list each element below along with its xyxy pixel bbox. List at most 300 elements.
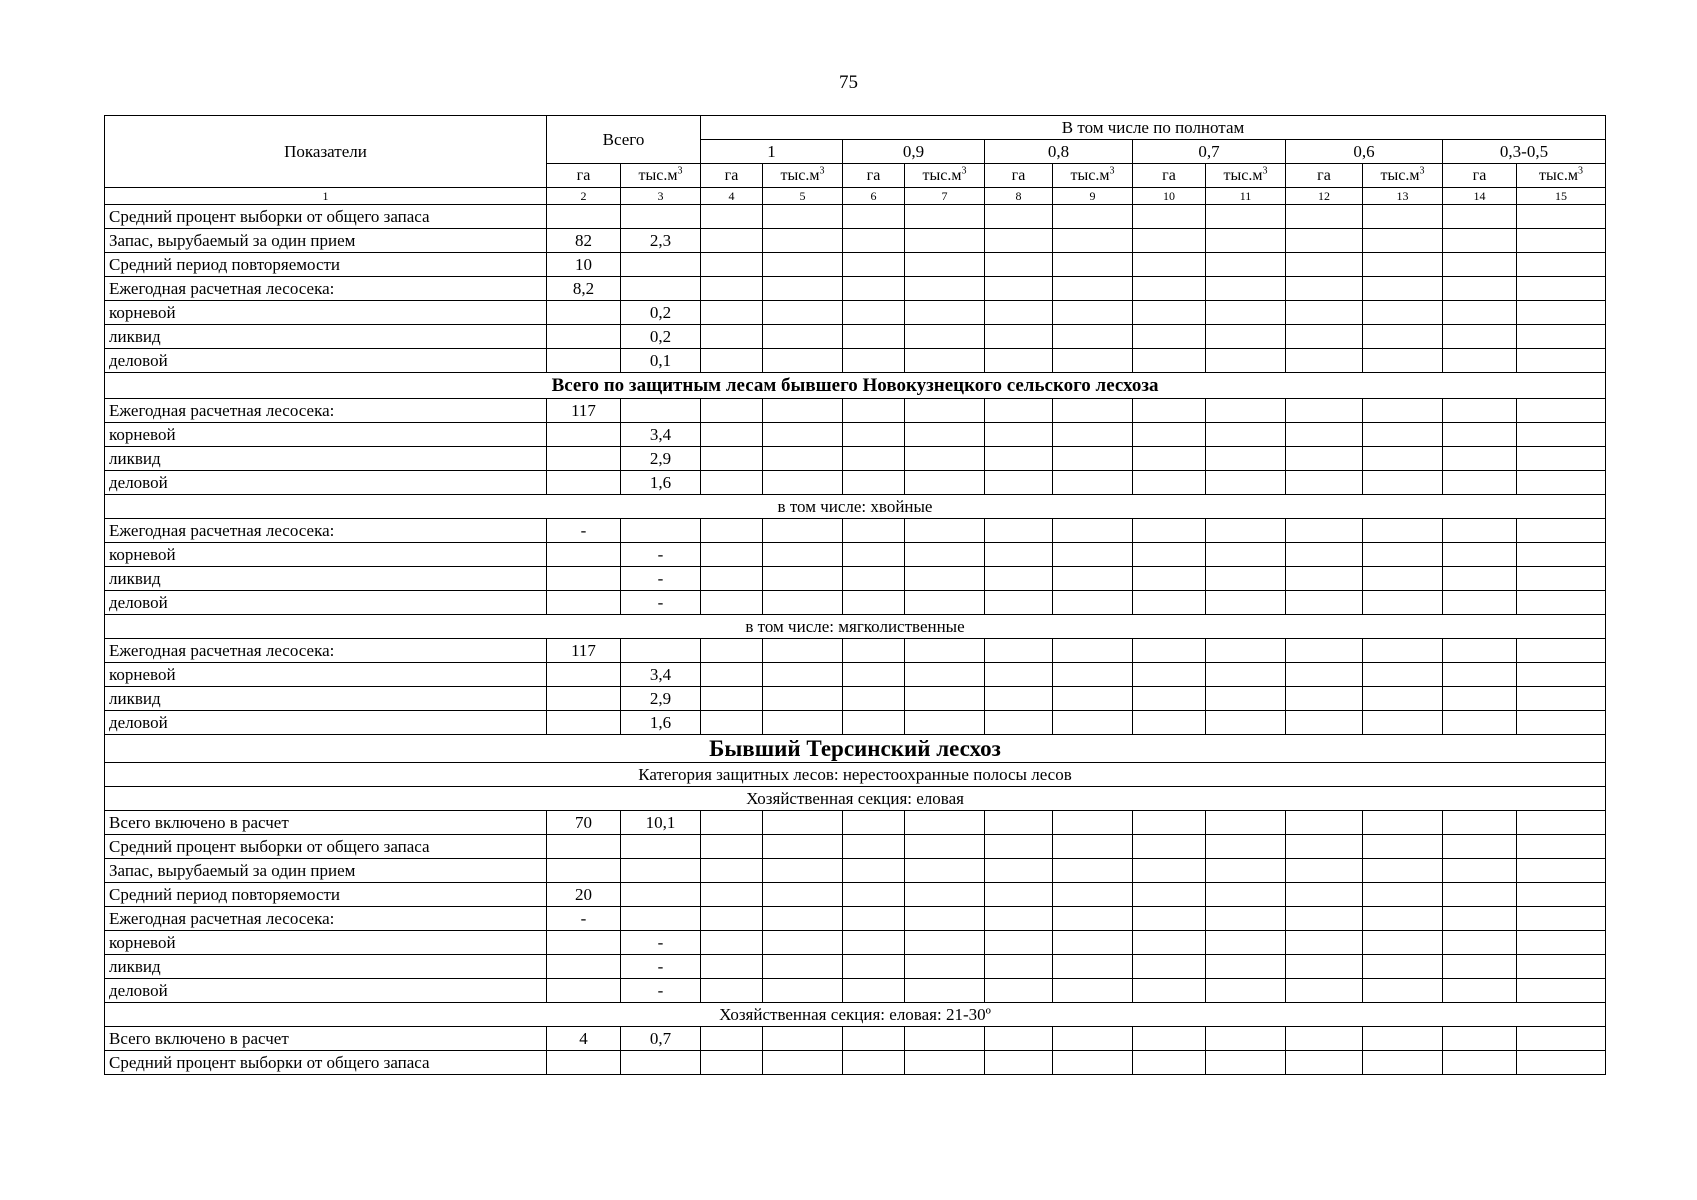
empty-cell	[843, 1027, 905, 1051]
header-total: Всего	[547, 116, 701, 164]
empty-cell	[1443, 399, 1517, 423]
empty-cell	[701, 567, 763, 591]
empty-cell	[1443, 591, 1517, 615]
empty-cell	[763, 1051, 843, 1075]
total-ha-cell	[547, 205, 621, 229]
row-label: ликвид	[105, 447, 547, 471]
total-ha-cell	[547, 979, 621, 1003]
empty-cell	[985, 811, 1053, 835]
empty-cell	[843, 253, 905, 277]
empty-cell	[985, 423, 1053, 447]
empty-cell	[1206, 471, 1286, 495]
empty-cell	[1133, 687, 1206, 711]
total-volume-cell: 2,9	[621, 687, 701, 711]
empty-cell	[905, 519, 985, 543]
empty-cell	[1206, 931, 1286, 955]
empty-cell	[763, 543, 843, 567]
total-volume-cell: 2,9	[621, 447, 701, 471]
empty-cell	[1206, 277, 1286, 301]
empty-cell	[701, 519, 763, 543]
total-ha-cell	[547, 567, 621, 591]
empty-cell	[1053, 907, 1133, 931]
empty-cell	[1133, 859, 1206, 883]
empty-cell	[1363, 349, 1443, 373]
total-volume-cell: 2,3	[621, 229, 701, 253]
empty-cell	[1053, 543, 1133, 567]
section-heading: в том числе: хвойные	[105, 495, 1606, 519]
empty-cell	[1206, 687, 1286, 711]
empty-cell	[1206, 447, 1286, 471]
empty-cell	[1286, 663, 1363, 687]
total-volume-cell	[621, 277, 701, 301]
empty-cell	[1517, 205, 1606, 229]
empty-cell	[843, 423, 905, 447]
empty-cell	[1286, 591, 1363, 615]
table-row	[105, 543, 1606, 567]
empty-cell	[763, 349, 843, 373]
empty-cell	[843, 883, 905, 907]
unit-ha: га	[547, 164, 621, 188]
empty-cell	[1133, 811, 1206, 835]
table-row	[105, 979, 1606, 1003]
empty-cell	[1133, 277, 1206, 301]
empty-cell	[843, 229, 905, 253]
empty-cell	[1517, 663, 1606, 687]
unit-ha: га	[843, 164, 905, 188]
empty-cell	[905, 979, 985, 1003]
empty-cell	[763, 811, 843, 835]
empty-cell	[763, 711, 843, 735]
empty-cell	[1443, 979, 1517, 1003]
empty-cell	[1053, 567, 1133, 591]
empty-cell	[763, 907, 843, 931]
total-ha-cell	[547, 471, 621, 495]
empty-cell	[1133, 519, 1206, 543]
empty-cell	[1286, 979, 1363, 1003]
density-header: 0,9	[843, 140, 985, 164]
empty-cell	[701, 687, 763, 711]
empty-cell	[843, 979, 905, 1003]
empty-cell	[701, 399, 763, 423]
table-row	[105, 229, 1606, 253]
row-label: корневой	[105, 543, 547, 567]
column-number: 3	[621, 188, 701, 205]
header-indicators: Показатели	[105, 116, 547, 188]
empty-cell	[701, 1027, 763, 1051]
empty-cell	[1363, 519, 1443, 543]
empty-cell	[1517, 979, 1606, 1003]
empty-cell	[1206, 711, 1286, 735]
empty-cell	[905, 447, 985, 471]
empty-cell	[843, 955, 905, 979]
empty-cell	[701, 955, 763, 979]
empty-cell	[701, 931, 763, 955]
empty-cell	[1133, 301, 1206, 325]
total-volume-cell	[621, 205, 701, 229]
row-label: деловой	[105, 979, 547, 1003]
empty-cell	[1363, 253, 1443, 277]
unit-volume-text: тыс.м	[1223, 166, 1263, 184]
empty-cell	[1053, 399, 1133, 423]
table-row	[105, 1051, 1606, 1075]
empty-cell	[905, 711, 985, 735]
total-volume-cell	[621, 519, 701, 543]
total-ha-cell	[547, 687, 621, 711]
total-ha-cell	[547, 835, 621, 859]
empty-cell	[1286, 543, 1363, 567]
column-number-row	[105, 188, 1606, 205]
empty-cell	[701, 229, 763, 253]
table-row	[105, 811, 1606, 835]
empty-cell	[1286, 907, 1363, 931]
empty-cell	[1517, 591, 1606, 615]
empty-cell	[1286, 301, 1363, 325]
empty-cell	[763, 591, 843, 615]
section-heading-row	[105, 495, 1606, 519]
empty-cell	[1053, 1051, 1133, 1075]
total-ha-cell: 70	[547, 811, 621, 835]
empty-cell	[985, 205, 1053, 229]
empty-cell	[1286, 639, 1363, 663]
empty-cell	[1286, 277, 1363, 301]
empty-cell	[1443, 687, 1517, 711]
empty-cell	[843, 859, 905, 883]
section-heading-row	[105, 763, 1606, 787]
unit-ha: га	[985, 164, 1053, 188]
empty-cell	[701, 979, 763, 1003]
empty-cell	[1517, 1051, 1606, 1075]
empty-cell	[1206, 543, 1286, 567]
total-ha-cell: -	[547, 519, 621, 543]
empty-cell	[763, 447, 843, 471]
empty-cell	[843, 277, 905, 301]
total-volume-cell	[621, 639, 701, 663]
table-row	[105, 835, 1606, 859]
empty-cell	[1206, 229, 1286, 253]
empty-cell	[763, 519, 843, 543]
total-volume-cell: -	[621, 931, 701, 955]
empty-cell	[1053, 955, 1133, 979]
empty-cell	[1517, 543, 1606, 567]
total-volume-cell	[621, 1051, 701, 1075]
empty-cell	[1443, 811, 1517, 835]
total-ha-cell: 4	[547, 1027, 621, 1051]
empty-cell	[985, 301, 1053, 325]
unit-ha: га	[1133, 164, 1206, 188]
unit-volume	[1053, 164, 1133, 188]
table-row	[105, 205, 1606, 229]
empty-cell	[905, 325, 985, 349]
table-row	[105, 955, 1606, 979]
total-ha-cell	[547, 591, 621, 615]
empty-cell	[763, 229, 843, 253]
unit-ha: га	[701, 164, 763, 188]
table-row	[105, 471, 1606, 495]
empty-cell	[763, 205, 843, 229]
empty-cell	[905, 1027, 985, 1051]
empty-cell	[1517, 399, 1606, 423]
table-body	[105, 205, 1606, 1075]
empty-cell	[1206, 955, 1286, 979]
empty-cell	[1517, 711, 1606, 735]
row-label: деловой	[105, 711, 547, 735]
table-row	[105, 663, 1606, 687]
empty-cell	[905, 883, 985, 907]
empty-cell	[905, 543, 985, 567]
total-volume-cell: 0,2	[621, 301, 701, 325]
unit-ha: га	[1286, 164, 1363, 188]
empty-cell	[1286, 423, 1363, 447]
total-volume-cell: 10,1	[621, 811, 701, 835]
empty-cell	[1517, 835, 1606, 859]
row-label: Средний процент выборки от общего запаса	[105, 835, 547, 859]
empty-cell	[985, 447, 1053, 471]
empty-cell	[1206, 859, 1286, 883]
empty-cell	[985, 663, 1053, 687]
empty-cell	[985, 229, 1053, 253]
empty-cell	[1206, 423, 1286, 447]
row-label: деловой	[105, 591, 547, 615]
empty-cell	[1443, 205, 1517, 229]
total-volume-cell: 0,1	[621, 349, 701, 373]
empty-cell	[985, 931, 1053, 955]
empty-cell	[1363, 591, 1443, 615]
empty-cell	[763, 687, 843, 711]
empty-cell	[1206, 301, 1286, 325]
table-row	[105, 567, 1606, 591]
empty-cell	[905, 567, 985, 591]
table-row	[105, 883, 1606, 907]
empty-cell	[985, 1027, 1053, 1051]
column-number: 10	[1133, 188, 1206, 205]
empty-cell	[1053, 325, 1133, 349]
empty-cell	[843, 711, 905, 735]
unit-volume	[621, 164, 701, 188]
unit-volume-exponent: 3	[819, 165, 825, 177]
column-number: 14	[1443, 188, 1517, 205]
row-label: корневой	[105, 301, 547, 325]
total-volume-cell	[621, 859, 701, 883]
row-label: корневой	[105, 423, 547, 447]
empty-cell	[1363, 301, 1443, 325]
empty-cell	[985, 859, 1053, 883]
empty-cell	[1053, 277, 1133, 301]
column-number: 1	[105, 188, 547, 205]
empty-cell	[1517, 955, 1606, 979]
empty-cell	[1206, 1051, 1286, 1075]
total-volume-cell	[621, 253, 701, 277]
total-volume-cell	[621, 399, 701, 423]
empty-cell	[905, 835, 985, 859]
empty-cell	[1286, 687, 1363, 711]
empty-cell	[843, 325, 905, 349]
empty-cell	[1053, 639, 1133, 663]
empty-cell	[1053, 663, 1133, 687]
empty-cell	[1363, 399, 1443, 423]
empty-cell	[905, 639, 985, 663]
column-number: 13	[1363, 188, 1443, 205]
empty-cell	[701, 811, 763, 835]
empty-cell	[905, 663, 985, 687]
empty-cell	[701, 883, 763, 907]
total-volume-cell	[621, 835, 701, 859]
empty-cell	[985, 567, 1053, 591]
table-row	[105, 519, 1606, 543]
empty-cell	[1517, 277, 1606, 301]
column-number: 6	[843, 188, 905, 205]
empty-cell	[1443, 931, 1517, 955]
empty-cell	[843, 543, 905, 567]
empty-cell	[985, 687, 1053, 711]
empty-cell	[985, 591, 1053, 615]
table-row	[105, 1027, 1606, 1051]
empty-cell	[1443, 519, 1517, 543]
unit-volume	[1206, 164, 1286, 188]
empty-cell	[905, 229, 985, 253]
unit-volume-exponent: 3	[677, 165, 683, 177]
empty-cell	[763, 639, 843, 663]
total-volume-cell: 1,6	[621, 471, 701, 495]
empty-cell	[1206, 519, 1286, 543]
empty-cell	[1206, 979, 1286, 1003]
section-heading-row	[105, 1003, 1606, 1027]
empty-cell	[1517, 229, 1606, 253]
density-header: 0,3-0,5	[1443, 140, 1606, 164]
empty-cell	[763, 567, 843, 591]
empty-cell	[843, 591, 905, 615]
empty-cell	[1363, 543, 1443, 567]
empty-cell	[1517, 907, 1606, 931]
empty-cell	[1517, 687, 1606, 711]
empty-cell	[1133, 423, 1206, 447]
empty-cell	[1206, 811, 1286, 835]
row-label: ликвид	[105, 687, 547, 711]
empty-cell	[1517, 639, 1606, 663]
table-row	[105, 253, 1606, 277]
row-label: Ежегодная расчетная лесосека:	[105, 277, 547, 301]
empty-cell	[1363, 277, 1443, 301]
empty-cell	[1363, 639, 1443, 663]
empty-cell	[763, 955, 843, 979]
empty-cell	[1286, 253, 1363, 277]
empty-cell	[763, 253, 843, 277]
table-row	[105, 399, 1606, 423]
unit-volume-exponent: 3	[961, 165, 967, 177]
empty-cell	[905, 399, 985, 423]
empty-cell	[985, 1051, 1053, 1075]
empty-cell	[1206, 591, 1286, 615]
empty-cell	[1363, 931, 1443, 955]
row-label: Всего включено в расчет	[105, 811, 547, 835]
empty-cell	[1053, 349, 1133, 373]
empty-cell	[1206, 349, 1286, 373]
empty-cell	[763, 471, 843, 495]
section-heading-row	[105, 373, 1606, 399]
total-ha-cell	[547, 1051, 621, 1075]
empty-cell	[1053, 519, 1133, 543]
row-label: корневой	[105, 663, 547, 687]
table-row	[105, 859, 1606, 883]
empty-cell	[1206, 639, 1286, 663]
empty-cell	[843, 687, 905, 711]
empty-cell	[1133, 543, 1206, 567]
empty-cell	[905, 205, 985, 229]
empty-cell	[1133, 663, 1206, 687]
empty-cell	[1133, 1027, 1206, 1051]
empty-cell	[1206, 253, 1286, 277]
empty-cell	[1443, 325, 1517, 349]
total-ha-cell	[547, 711, 621, 735]
total-ha-cell: 10	[547, 253, 621, 277]
empty-cell	[1053, 835, 1133, 859]
column-number: 15	[1517, 188, 1606, 205]
unit-volume	[763, 164, 843, 188]
section-heading: Категория защитных лесов: нерестоохранные полосы лесов	[105, 763, 1606, 787]
empty-cell	[1363, 471, 1443, 495]
total-ha-cell: 20	[547, 883, 621, 907]
empty-cell	[985, 711, 1053, 735]
empty-cell	[1363, 325, 1443, 349]
unit-volume-text: тыс.м	[1539, 166, 1578, 184]
empty-cell	[1363, 567, 1443, 591]
empty-cell	[1517, 301, 1606, 325]
empty-cell	[1286, 205, 1363, 229]
empty-cell	[1443, 835, 1517, 859]
section-heading: в том числе: мягколиственные	[105, 615, 1606, 639]
empty-cell	[701, 543, 763, 567]
unit-volume-exponent: 3	[1262, 165, 1268, 177]
empty-cell	[1206, 1027, 1286, 1051]
empty-cell	[905, 253, 985, 277]
empty-cell	[701, 711, 763, 735]
empty-cell	[763, 859, 843, 883]
empty-cell	[1443, 567, 1517, 591]
empty-cell	[1286, 811, 1363, 835]
table-row	[105, 447, 1606, 471]
row-label: Ежегодная расчетная лесосека:	[105, 907, 547, 931]
empty-cell	[905, 1051, 985, 1075]
empty-cell	[1133, 1051, 1206, 1075]
empty-cell	[763, 663, 843, 687]
empty-cell	[701, 205, 763, 229]
row-label: Запас, вырубаемый за один прием	[105, 859, 547, 883]
empty-cell	[701, 301, 763, 325]
row-label: деловой	[105, 349, 547, 373]
row-label: Средний период повторяемости	[105, 253, 547, 277]
empty-cell	[843, 1051, 905, 1075]
empty-cell	[1517, 1027, 1606, 1051]
row-label: Средний период повторяемости	[105, 883, 547, 907]
empty-cell	[1517, 883, 1606, 907]
empty-cell	[985, 277, 1053, 301]
unit-volume-exponent: 3	[1419, 165, 1425, 177]
empty-cell	[905, 471, 985, 495]
empty-cell	[985, 639, 1053, 663]
empty-cell	[1517, 349, 1606, 373]
row-label: Запас, вырубаемый за один прием	[105, 229, 547, 253]
empty-cell	[1286, 1051, 1363, 1075]
row-label: Всего включено в расчет	[105, 1027, 547, 1051]
empty-cell	[905, 859, 985, 883]
empty-cell	[843, 835, 905, 859]
empty-cell	[1053, 591, 1133, 615]
unit-volume-text: тыс.м	[1380, 166, 1420, 184]
empty-cell	[1363, 883, 1443, 907]
empty-cell	[1517, 567, 1606, 591]
empty-cell	[1363, 663, 1443, 687]
empty-cell	[1133, 229, 1206, 253]
total-volume-cell: 0,7	[621, 1027, 701, 1051]
